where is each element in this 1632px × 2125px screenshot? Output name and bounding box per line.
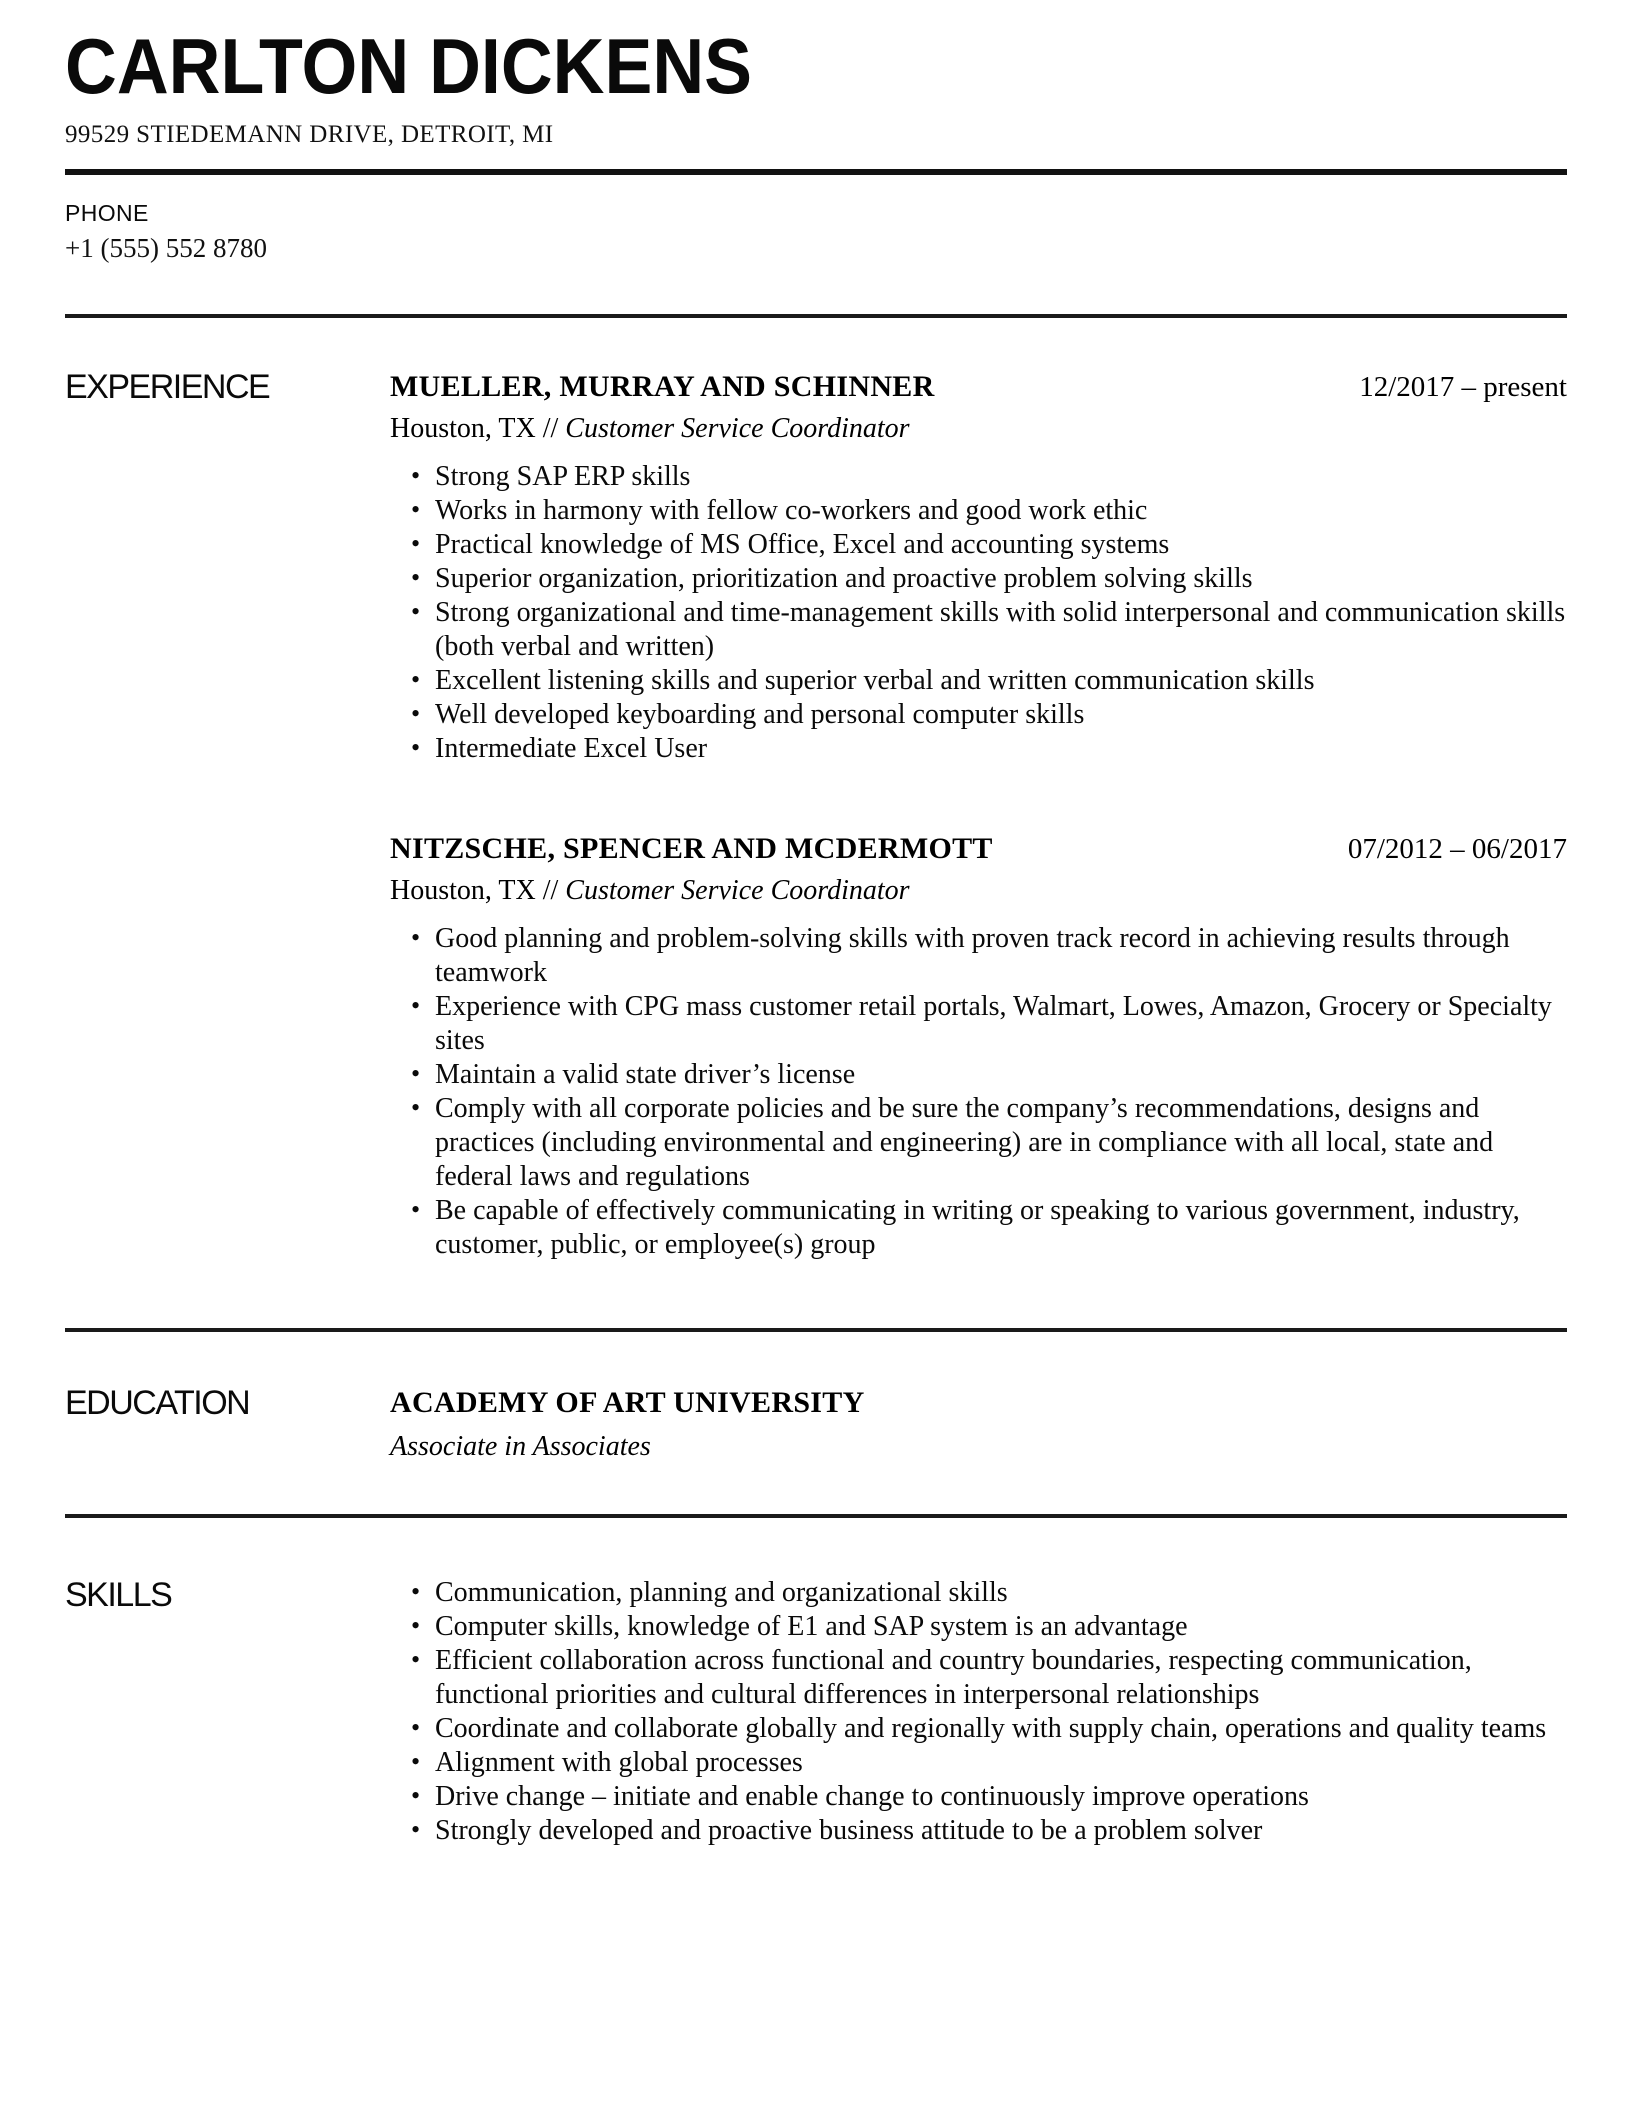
phone-label: PHONE (65, 200, 149, 226)
header-divider (65, 169, 1567, 175)
job-bullet-list (390, 460, 1567, 766)
job-title-line (390, 412, 1567, 446)
job-entry (390, 368, 1567, 766)
resume-page (0, 22, 1632, 1848)
education-content (390, 1384, 1567, 1464)
job-dates: 07/2012 – 06/2017 (1347, 833, 1567, 865)
job-location: Houston, TX (390, 875, 536, 906)
skills-content (390, 1576, 1567, 1848)
bullet-item: • Strong organizational and time-management skills with solid interpersonal and communication skills (both verbal and written) (435, 596, 1567, 664)
job-role: Customer Service Coordinator (565, 875, 910, 906)
bullet-item: • Strongly developed and proactive business attitude to be a problem solver (435, 1814, 1567, 1848)
bullet-item: • Strong SAP ERP skills (435, 460, 1567, 494)
bullet-item: • Maintain a valid state driver’s license (435, 1058, 1567, 1092)
address: 99529 STIEDEMANN DRIVE, DETROIT, MI (65, 121, 554, 148)
bullet-item: • Drive change – initiate and enable change to continuously improve operations (435, 1780, 1567, 1814)
bullet-item: • Experience with CPG mass customer retail portals, Walmart, Lowes, Amazon, Grocery or Specialty sites (435, 990, 1567, 1058)
job-header (390, 368, 1567, 406)
bullet-item: • Comply with all corporate policies and be sure the company’s recommendations, designs and practices (including environmental and engineering) are in compliance with all local, state and federal laws and regulations (435, 1092, 1567, 1194)
bullet-item: • Excellent listening skills and superior verbal and written communication skills (435, 664, 1567, 698)
phone-value: +1 (555) 552 8780 (65, 233, 267, 263)
bullet-item: • Practical knowledge of MS Office, Excel and accounting systems (435, 528, 1567, 562)
bullet-item: • Good planning and problem-solving skills with proven track record in achieving results through teamwork (435, 922, 1567, 990)
bullet-item: • Computer skills, knowledge of E1 and SAP system is an advantage (435, 1610, 1567, 1644)
job-entry (390, 830, 1567, 1262)
job-role: Customer Service Coordinator (565, 413, 910, 444)
bullet-item: • Well developed keyboarding and personal computer skills (435, 698, 1567, 732)
bullet-item: • Alignment with global processes (435, 1746, 1567, 1780)
job-title-separator: // (542, 875, 559, 906)
bullet-item: • Coordinate and collaborate globally and regionally with supply chain, operations and quality teams (435, 1712, 1567, 1746)
bullet-item: • Efficient collaboration across functional and country boundaries, respecting communication, functional priorities and cultural differences in interpersonal relationships (435, 1644, 1567, 1712)
resume-header (65, 22, 1567, 264)
company-name: MUELLER, MURRAY AND SCHINNER (390, 370, 935, 403)
section-education (65, 1384, 1567, 1464)
bullet-item: • Superior organization, prioritization and proactive problem solving skills (435, 562, 1567, 596)
education-section-label: EDUCATION (65, 1384, 250, 1422)
company-name: NITZSCHE, SPENCER AND MCDERMOTT (390, 832, 993, 865)
section-skills (65, 1576, 1567, 1848)
skills-bullet-list (390, 1576, 1567, 1848)
experience-section-label: EXPERIENCE (65, 368, 270, 406)
job-bullet-list (390, 922, 1567, 1262)
school-name: ACADEMY OF ART UNIVERSITY (390, 1386, 865, 1419)
section-divider (65, 314, 1567, 318)
job-dates: 12/2017 – present (1359, 371, 1567, 403)
job-title-line (390, 874, 1567, 908)
bullet-item: • Intermediate Excel User (435, 732, 1567, 766)
degree: Associate in Associates (390, 1431, 651, 1462)
bullet-item: • Be capable of effectively communicating in writing or speaking to various government, industry, customer, public, or employee(s) group (435, 1194, 1567, 1262)
section-divider (65, 1328, 1567, 1332)
bullet-item: • Communication, planning and organizational skills (435, 1576, 1567, 1610)
job-title-separator: // (542, 413, 559, 444)
experience-content (390, 368, 1567, 1262)
bullet-item: • Works in harmony with fellow co-workers and good work ethic (435, 494, 1567, 528)
job-header (390, 830, 1567, 868)
section-divider (65, 1514, 1567, 1518)
skills-section-label: SKILLS (65, 1576, 172, 1614)
resume-name: CARLTON DICKENS (65, 22, 753, 110)
section-experience (65, 368, 1567, 1262)
job-location: Houston, TX (390, 413, 536, 444)
